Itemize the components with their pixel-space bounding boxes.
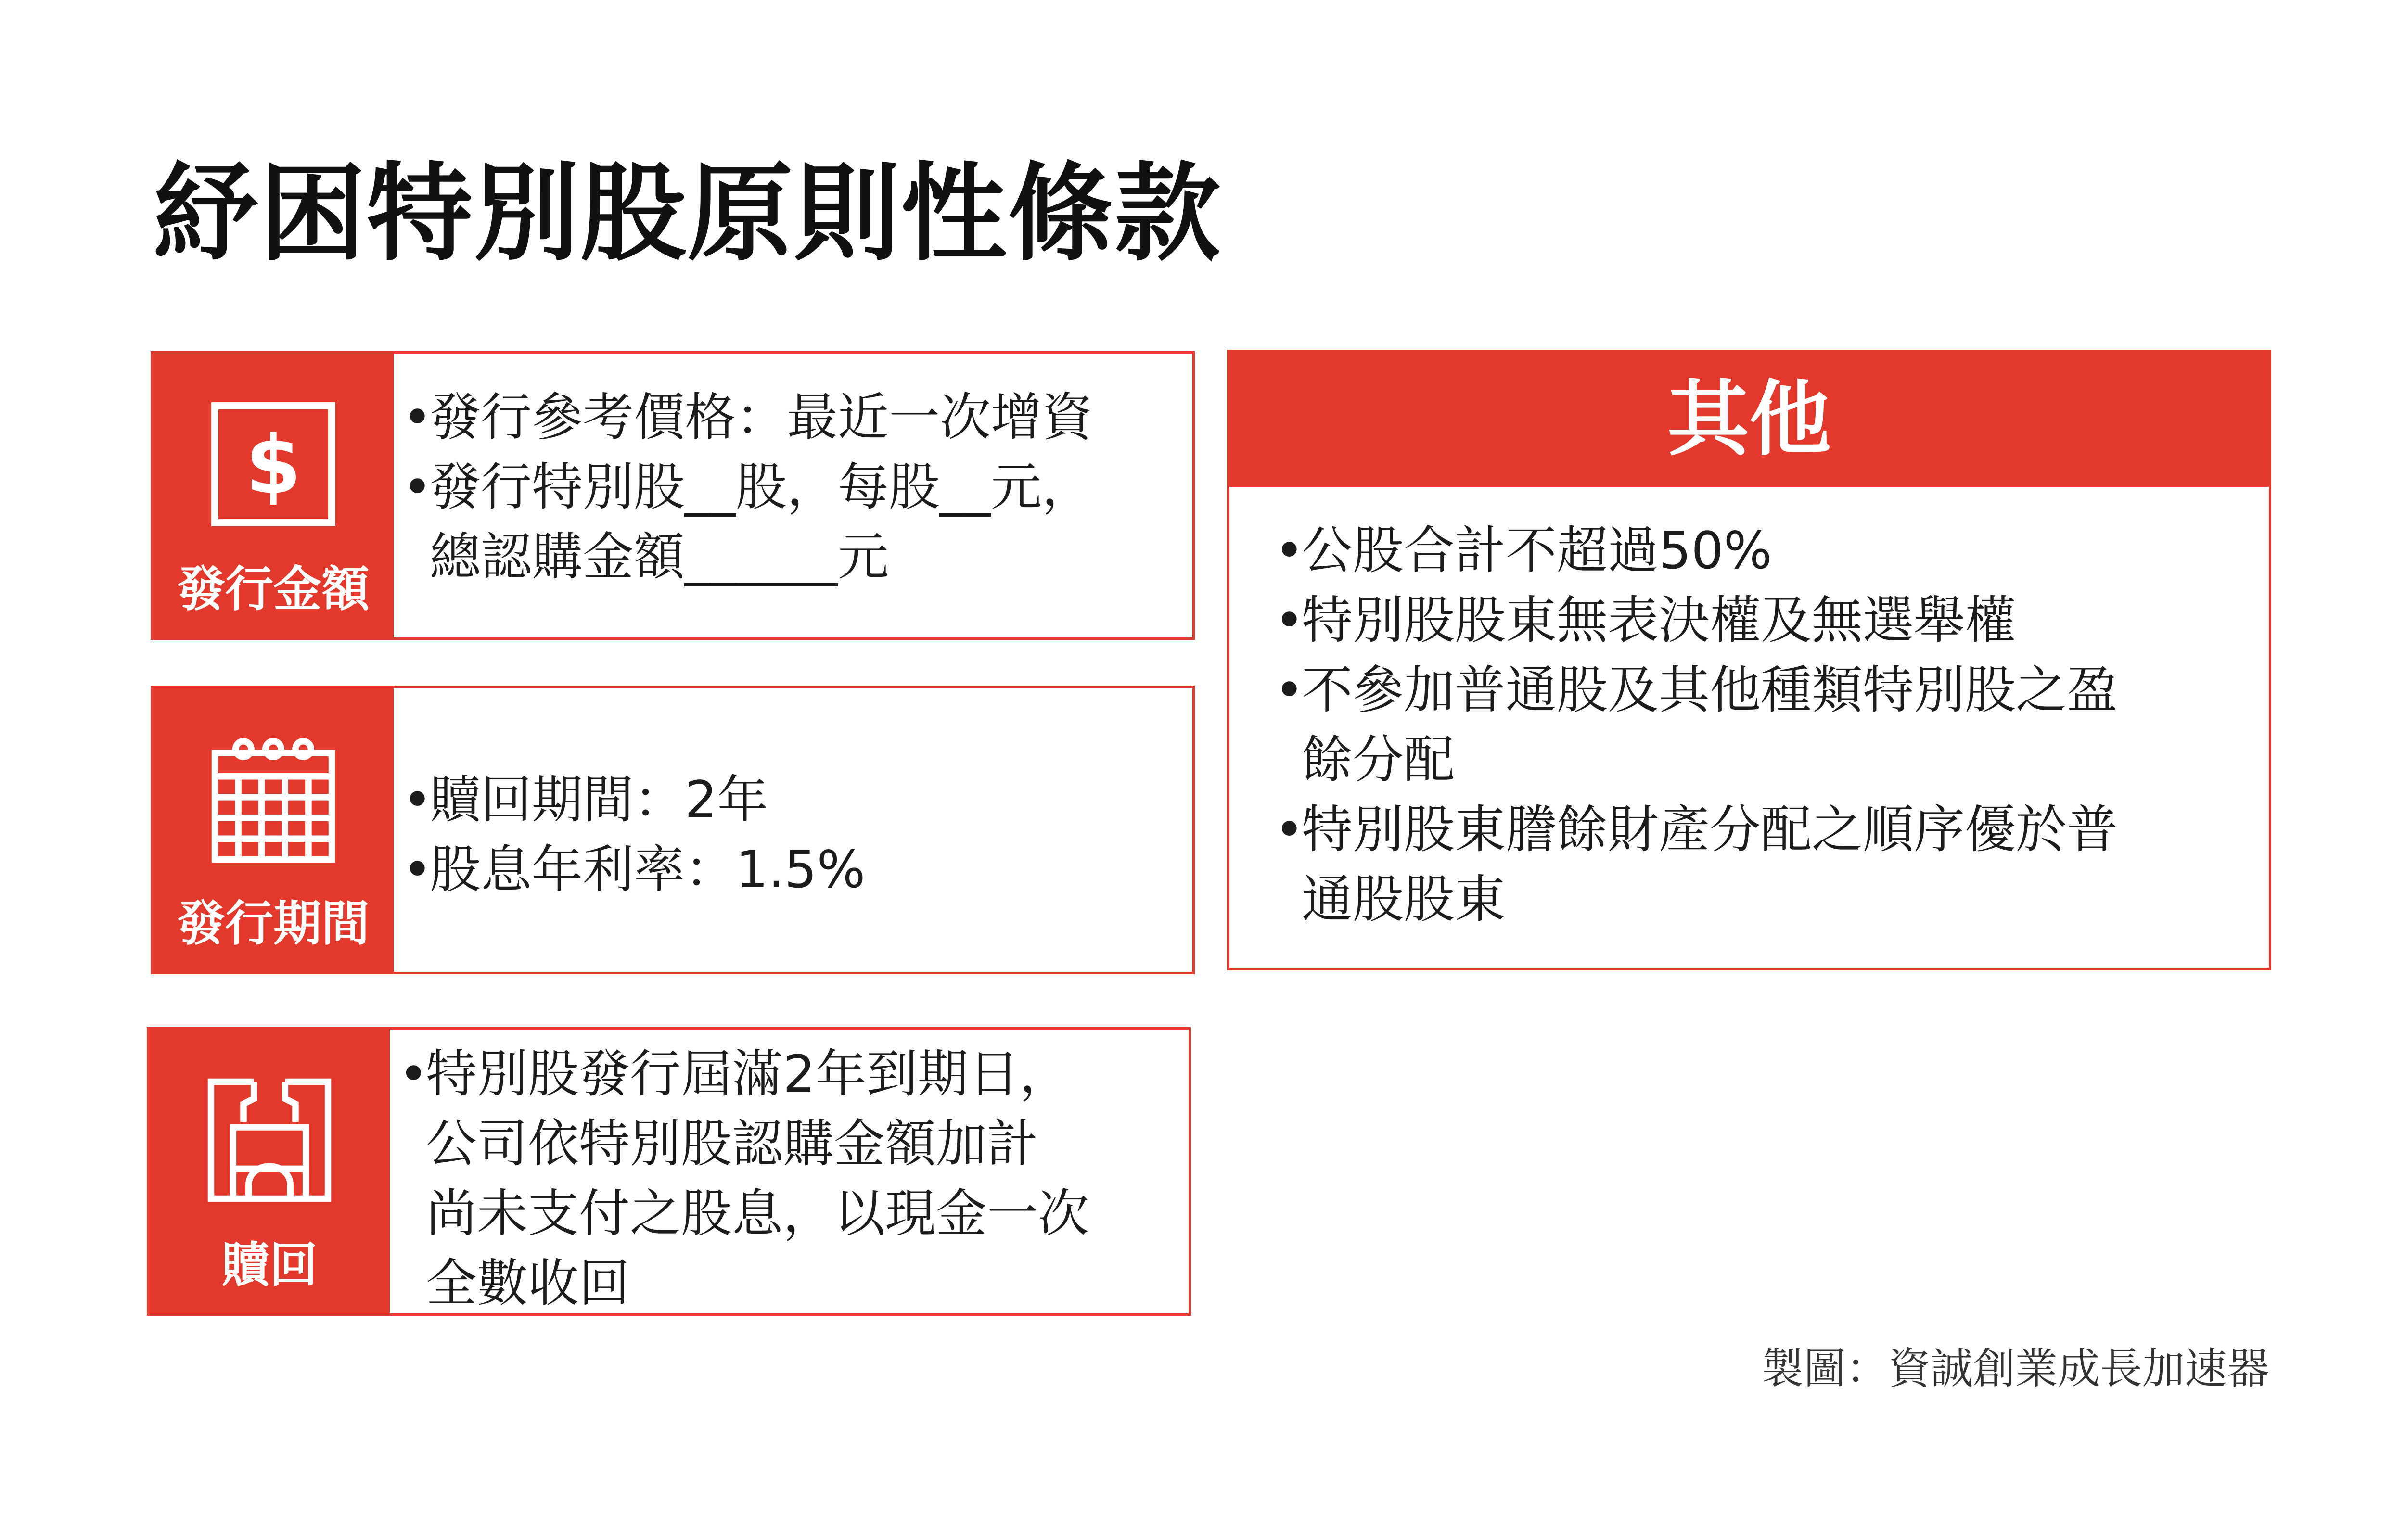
other-terms-header: 其他 [1229, 352, 2269, 487]
redemption-card [147, 1027, 1191, 1316]
issue-amount-card [151, 351, 1195, 640]
credit-text: 製圖：資誠創業成長加速器 [1761, 1344, 2269, 1393]
page-title: 紓困特別股原則性條款 [153, 151, 1222, 275]
other-terms-body [1266, 516, 2240, 934]
issue-amount-bullet-1: • 發行參考價格：最近一次增資 [394, 382, 1192, 452]
issue-period-card [151, 686, 1195, 974]
other-bullet-1: • 公股合計不超過50% [1266, 516, 2240, 585]
issue-period-side [153, 688, 394, 972]
calendar-icon [208, 736, 338, 866]
svg-text:$: $ [245, 419, 302, 512]
dollar-icon [208, 399, 338, 529]
issue-amount-side [153, 354, 394, 637]
other-bullet-4: • 特別股東謄餘財產分配之順序優於普 通股股東 [1266, 795, 2240, 934]
other-bullet-2: • 特別股股東無表決權及無選舉權 [1266, 585, 2240, 655]
vault-icon [205, 1075, 334, 1205]
issue-period-bullet-1: • 贖回期間：2年 [394, 765, 1192, 835]
redemption-label: 贖回 [221, 1237, 318, 1293]
other-terms-panel [1227, 350, 2271, 970]
redemption-body [390, 1039, 1189, 1313]
issue-amount-label: 發行金額 [177, 561, 370, 617]
issue-amount-body [394, 382, 1192, 637]
issue-period-label: 發行期間 [177, 895, 370, 952]
redemption-bullet-1: • 特別股發行屆滿2年到期日， 公司依特別股認購金額加計 尚未支付之股息，以現金一次 全數收回 [390, 1039, 1189, 1318]
issue-period-body [394, 765, 1192, 972]
redemption-side [149, 1030, 390, 1313]
other-bullet-3: • 不參加普通股及其他種類特別股之盈 餘分配 [1266, 655, 2240, 795]
issue-period-bullet-2: • 股息年利率：1.5% [394, 835, 1192, 904]
issue-amount-bullet-2: • 發行特別股__股，每股__元， 總認購金額______元 [394, 452, 1192, 592]
